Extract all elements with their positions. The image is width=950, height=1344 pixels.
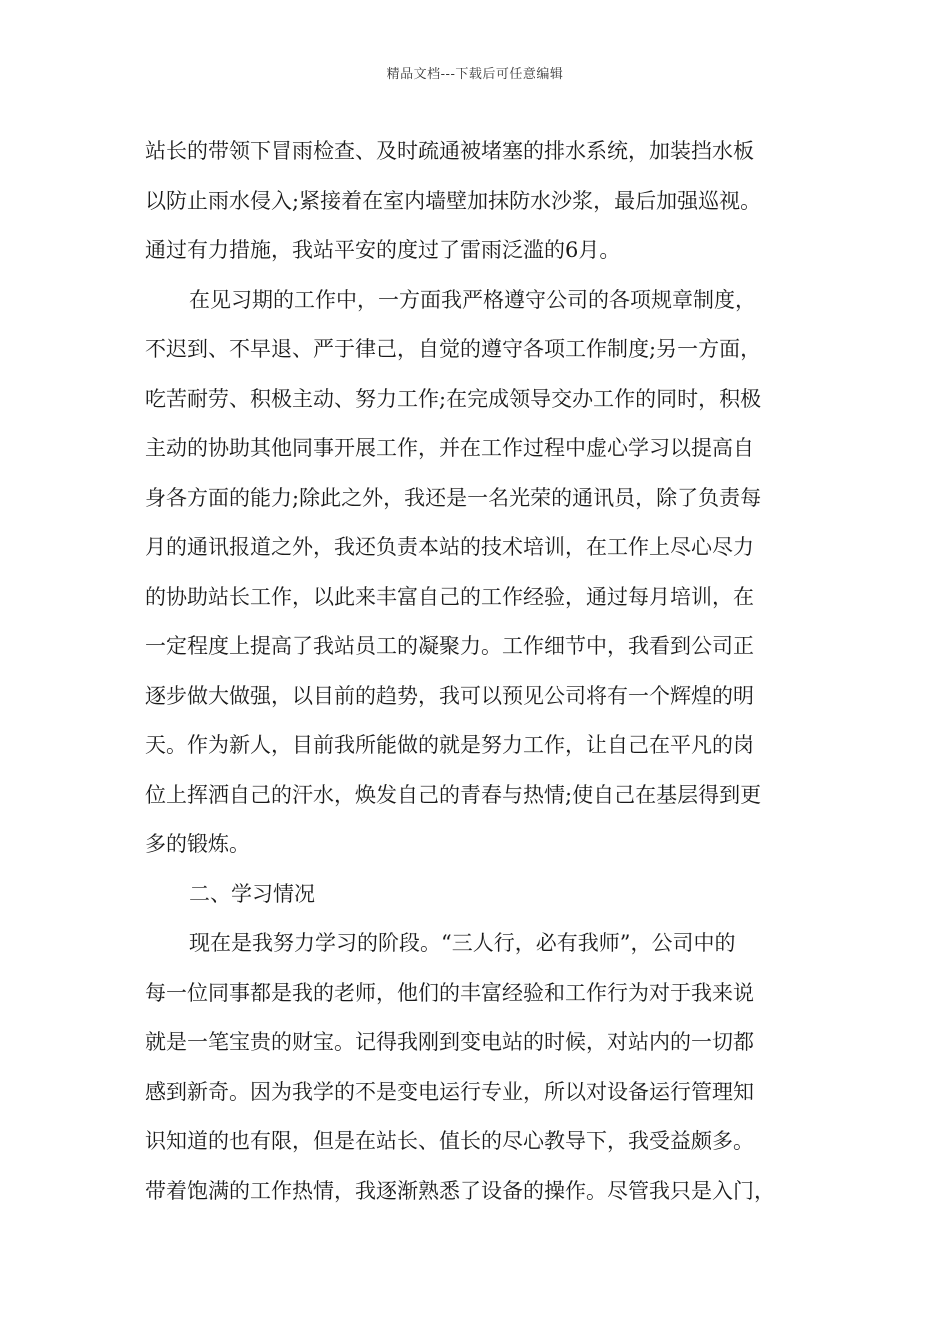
text-line: 就是一笔宝贵的财宝。记得我刚到变电站的时候，对站内的一切都 <box>145 1030 754 1054</box>
text-line: 站长的带领下冒雨检查、及时疏通被堵塞的排水系统，加装挡水板 <box>145 139 754 163</box>
text-line: 主动的协助其他同事开展工作，并在工作过程中虚心学习以提高自 <box>145 436 754 460</box>
text-line: 多的锻炼。 <box>145 832 250 856</box>
text-line: 逐步做大做强，以目前的趋势，我可以预见公司将有一个辉煌的明 <box>145 683 754 708</box>
text-line: 通过有力措施，我站平安的度过了雷雨泛滥的6月。 <box>145 238 621 262</box>
document-body <box>145 127 825 1216</box>
text-line: 一定程度上提高了我站员工的凝聚力。工作细节中，我看到公司正 <box>145 634 754 658</box>
text-line: 位上挥洒自己的汗水，焕发自己的青春与热情;使自己在基层得到更 <box>145 782 762 807</box>
text-line: 识知道的也有限，但是在站长、值长的尽心教导下，我受益颇多。 <box>145 1129 754 1153</box>
text-line: 身各方面的能力;除此之外，我还是一名光荣的通讯员，除了负责每 <box>145 485 762 510</box>
text-line: 的协助站长工作，以此来丰富自己的工作经验，通过每月培训，在 <box>145 584 754 609</box>
text-line: 每一位同事都是我的老师，他们的丰富经验和工作行为对于我来说 <box>145 980 754 1005</box>
text-line: 二、学习情况 <box>189 881 315 906</box>
text-line: 感到新奇。因为我学的不是变电运行专业，所以对设备运行管理知 <box>145 1079 754 1104</box>
text-line: 现在是我努力学习的阶段。“三人行，必有我师”，公司中的 <box>189 931 736 955</box>
text-line: 月的通讯报道之外，我还负责本站的技术培训，在工作上尽心尽力 <box>145 535 754 559</box>
text-line: 天。作为新人，目前我所能做的就是努力工作，让自己在平凡的岗 <box>145 733 754 757</box>
text-line: 在见习期的工作中，一方面我严格遵守公司的各项规章制度， <box>189 287 756 312</box>
text-line: 吃苦耐劳、积极主动、努力工作;在完成领导交办工作的同时，积极 <box>145 386 762 411</box>
text-line: 带着饱满的工作热情，我逐渐熟悉了设备的操作。尽管我只是入门， <box>145 1178 775 1203</box>
text-line: 以防止雨水侵入;紧接着在室内墙壁加抹防水沙浆，最后加强巡视。 <box>145 188 762 213</box>
text-line: 不迟到、不早退、严于律己，自觉的遵守各项工作制度;另一方面， <box>145 337 762 361</box>
page-header: 精品文档---下载后可任意编辑 <box>386 67 564 82</box>
